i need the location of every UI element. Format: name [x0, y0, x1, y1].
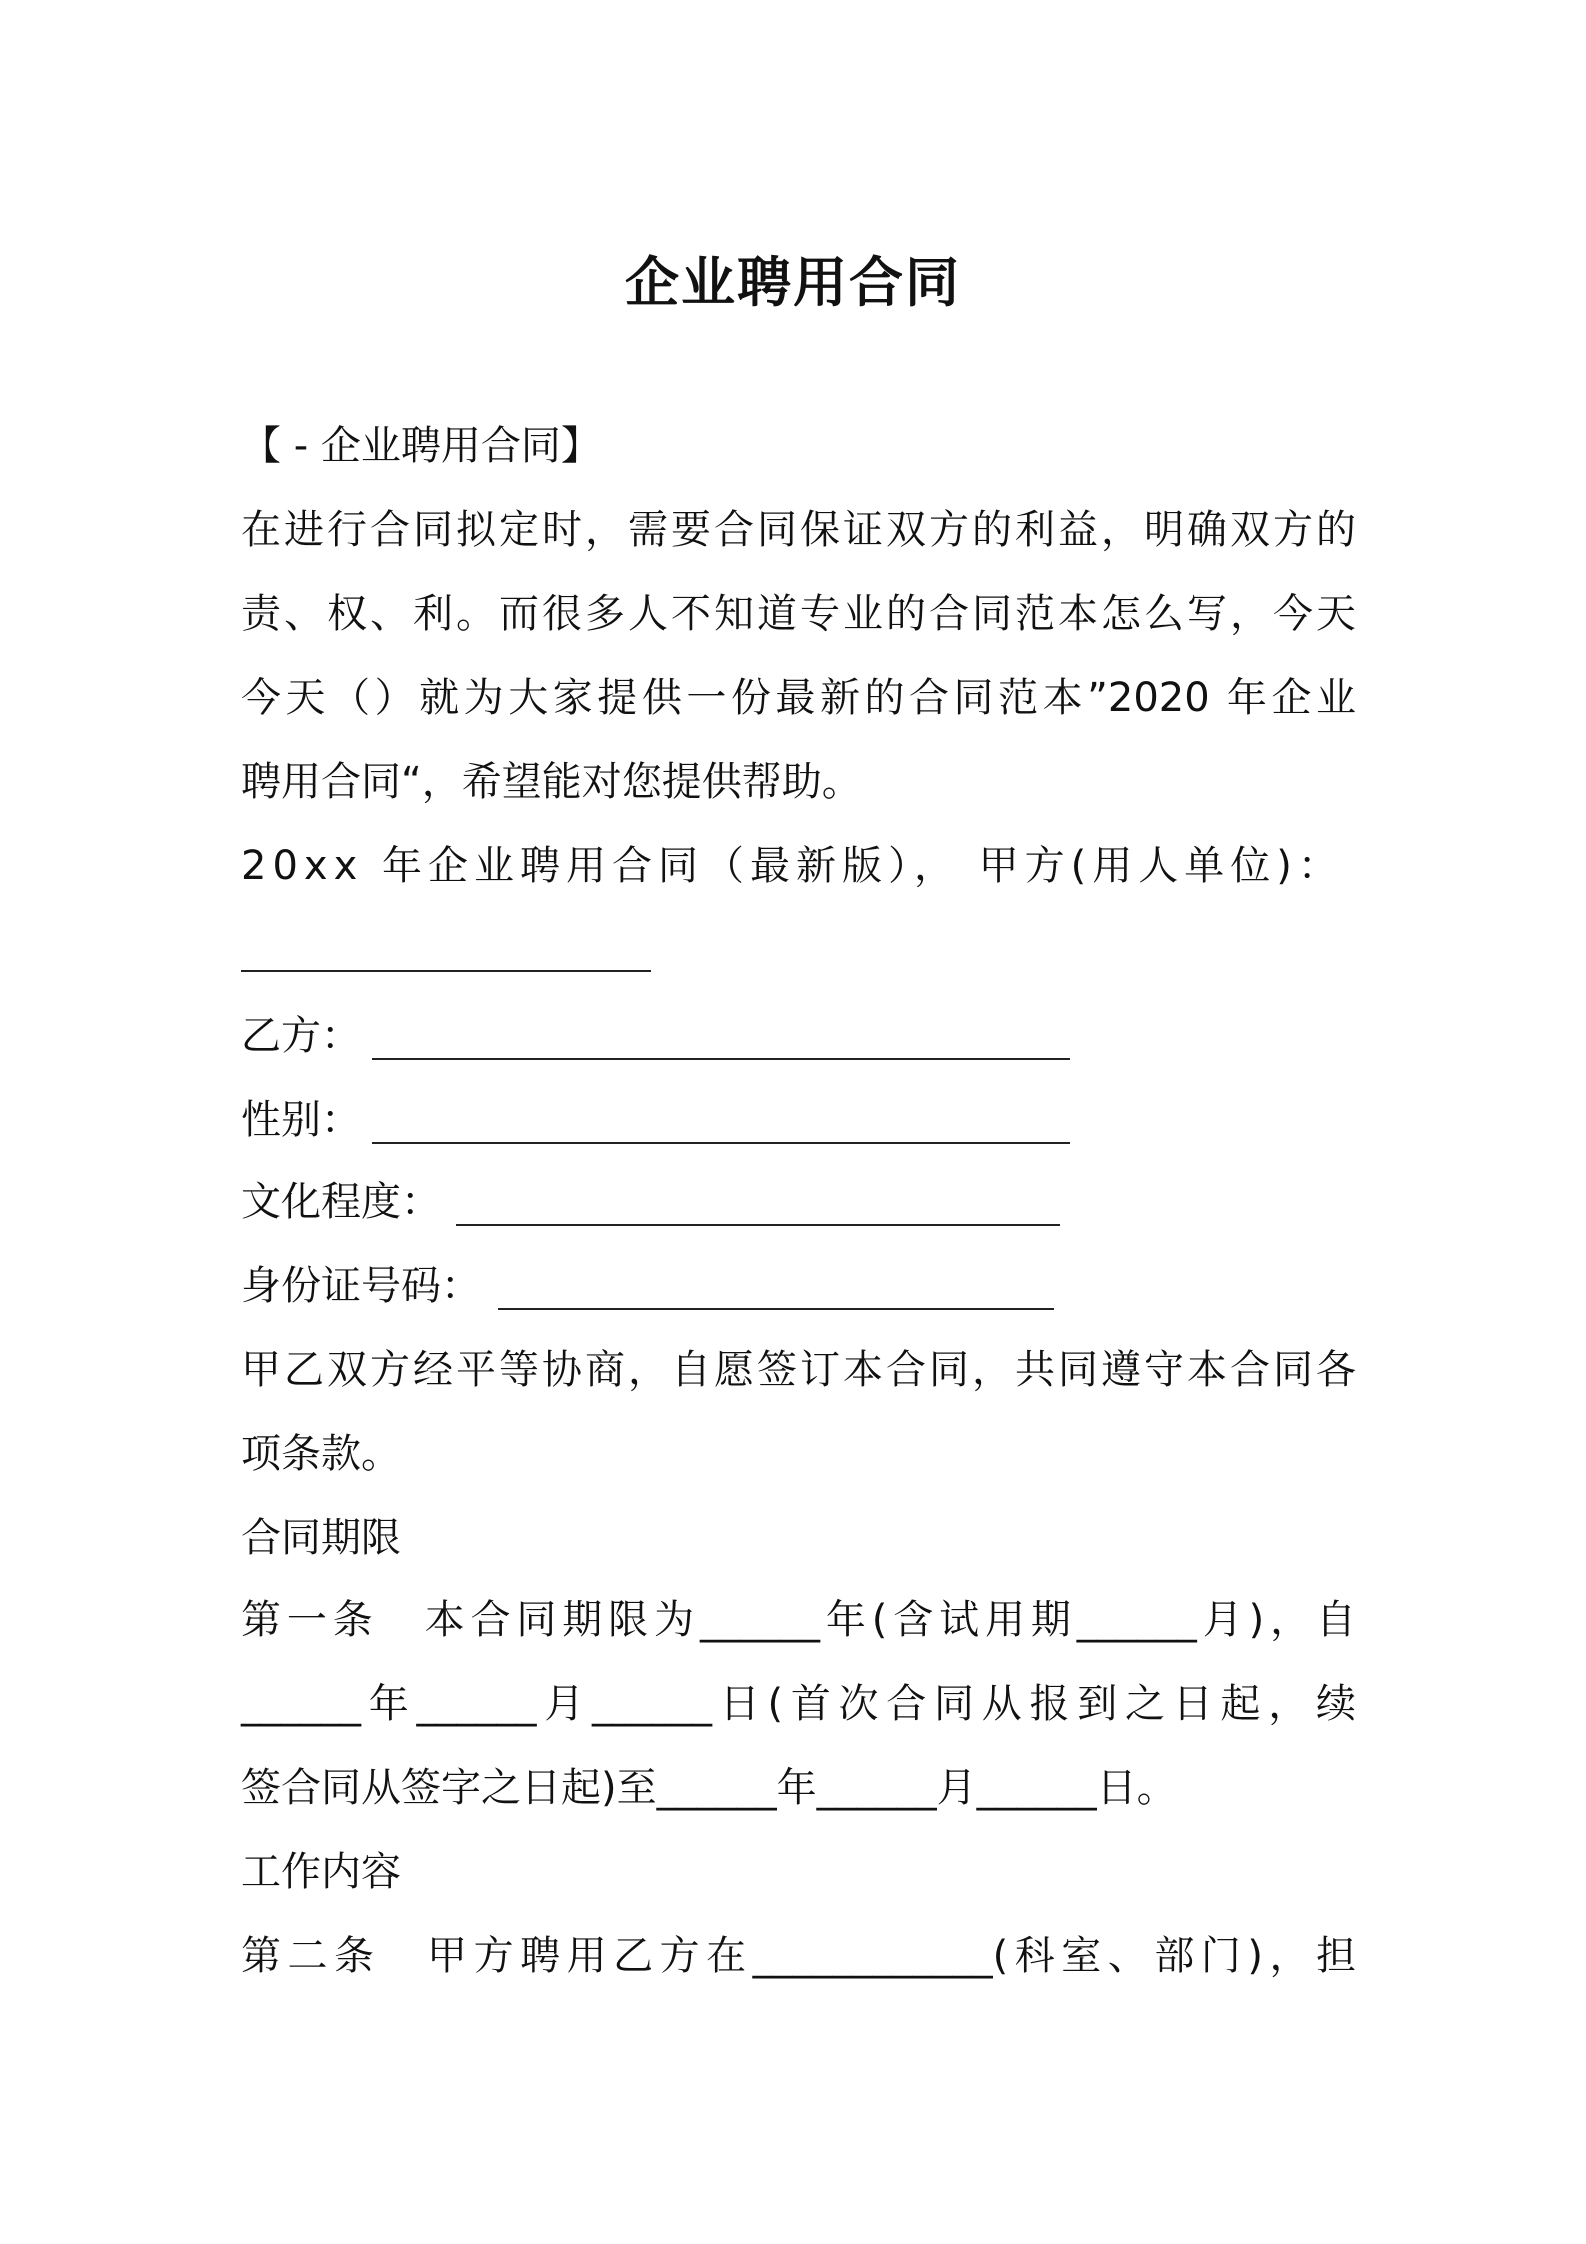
agreement-line-1: 甲乙双方经平等协商，自愿签订本合同，共同遵守本合同各	[241, 1347, 1356, 1393]
education-blank	[456, 1224, 1060, 1226]
gender-label: 性别：	[241, 1097, 361, 1143]
intro-line-1: 在进行合同拟定时，需要合同保证双方的利益，明确双方的	[241, 507, 1356, 553]
gender-blank	[372, 1142, 1070, 1144]
article-one-line-3: 签合同从签字之日起)至______年______月______日。	[241, 1765, 1177, 1811]
contract-title-line: 20xx 年企业聘用合同（最新版）， 甲方(用人单位)：	[241, 843, 1344, 889]
article-one-line-1: 第一条 本合同期限为______年(含试用期______月)，自	[241, 1597, 1356, 1643]
gender-row	[241, 1090, 1356, 1150]
section-work-heading: 工作内容	[241, 1849, 401, 1895]
id-number-row	[241, 1256, 1356, 1316]
party-b-label: 乙方：	[241, 1013, 361, 1059]
intro-line-4: 聘用合同“，希望能对您提供帮助。	[241, 759, 862, 805]
intro-line-3: 今天（）就为大家提供一份最新的合同范本”2020 年企业	[241, 675, 1356, 721]
party-a-blank	[241, 970, 651, 972]
bracket-heading: 【 - 企业聘用合同】	[241, 423, 601, 469]
id-number-blank	[498, 1308, 1054, 1310]
intro-line-2: 责、权、利。而很多人不知道专业的合同范本怎么写，今天	[241, 591, 1356, 637]
education-label: 文化程度：	[241, 1179, 441, 1225]
document-title: 企业聘用合同	[625, 251, 961, 314]
article-one-line-2: ______年______月______日(首次合同从报到之日起，续	[241, 1681, 1356, 1727]
party-b-row	[241, 1006, 1356, 1066]
agreement-line-2: 项条款。	[241, 1431, 401, 1477]
article-two-line-1: 第二条 甲方聘用乙方在____________(科室、部门)，担	[241, 1933, 1356, 1979]
section-term-heading: 合同期限	[241, 1515, 401, 1561]
party-b-blank	[372, 1058, 1070, 1060]
id-number-label: 身份证号码：	[241, 1263, 481, 1309]
education-row	[241, 1172, 1356, 1232]
